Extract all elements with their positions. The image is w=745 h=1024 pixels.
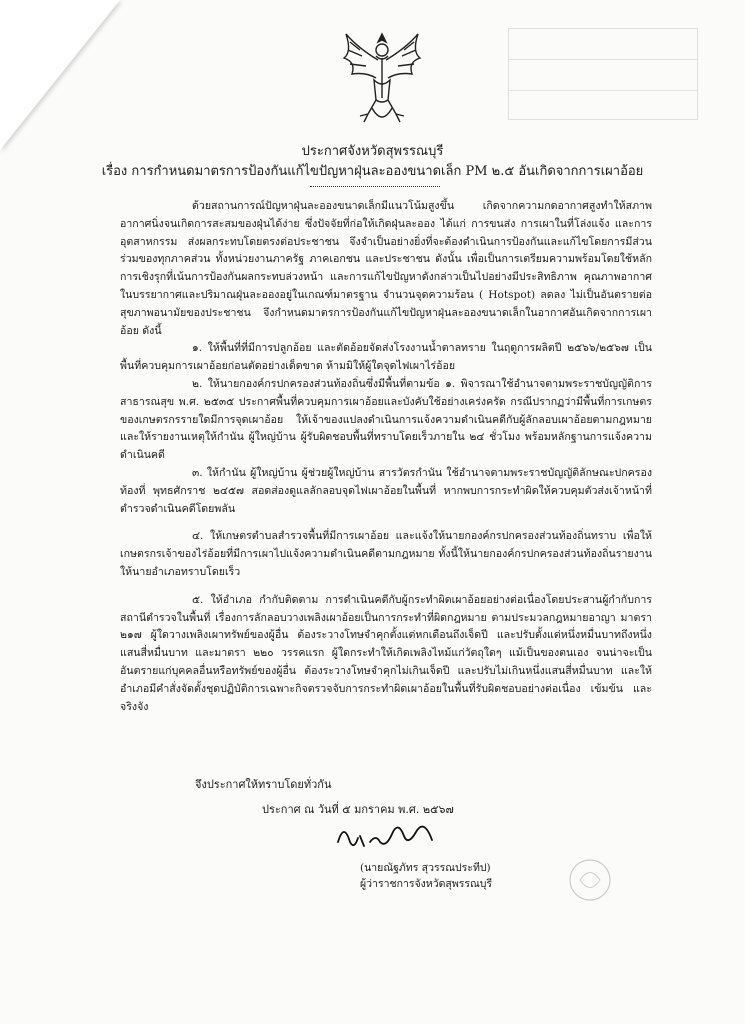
signer-title: ผู้ว่าราชการจังหวัดสุพรรณบุรี [360,878,493,890]
title-divider [310,186,440,187]
issuer-title: ประกาศจังหวัดสุพรรณบุรี [301,144,444,159]
measure-4: ๔. ให้เกษตรตำบลสำรวจพื้นที่มีการเผาอ้อย และแจ้งให้นายกองค์กรปกครองส่วนท้องถิ่นทราบ เพื่อให้เกษตรกรเจ้าของไร่อ้อยที่มีการเผาไปแจ้งความดำเนินคดีตามกฎหมาย ทั้งนี้ให้นายกองค์กรปกครองส่วนท้องถิ่นรายงานให้นายอำเภอทราบโดยเร็ว [120,530,652,578]
signer-name: (นายณัฐภัทร สุวรรณประทีป) [360,862,491,874]
folded-corner [0,0,120,150]
measure-5: ๕. ให้อำเภอ กำกับติดตาม การดำเนินคดีกับผู้กระทำผิดเผาอ้อยอย่างต่อเนื่องโดยประสานผู้กำกับการสถานีตำรวจในพื้นที่ เรื่องการลักลอบวางเพลิงเผาอ้อยเป็นการกระทำที่ผิดกฎหมาย ตามประมวลกฎหมายอาญา มาตรา ๒๑๗ ผู้ใดวางเพลิงเผาทรัพย์ของผู้อื่น ต้องระวางโทษจำคุกตั้งแต่หกเดือนถึงเจ็ดปี และปรับตั้งแต่หนึ่งหมื่นบาทถึงหนึ่งแสนสี่หมื่นบาท และมาตรา ๒๒๐ วรรคแรก ผู้ใดกระทำให้เกิดเพลิงไหม้แก่วัตถุใดๆ แม้เป็นของตนเอง จนน่าจะเป็นอันตรายแก่บุคคลอื่นหรือทรัพย์ของผู้อื่น ต้องระวางโทษจำคุกไม่เกินเจ็ดปี และปรับไม่เกินหนึ่งแสนสี่หมื่นบาท และให้อำเภอมีคำสั่งจัดตั้งชุดปฏิบัติการเฉพาะกิจตรวจจับการกระทำผิดเผาอ้อยในพื้นที่รับผิดชอบอย่างต่อเนื่อง เข้มข้น และจริงจัง [120,593,652,713]
intro-paragraph: ด้วยสถานการณ์ปัญหาฝุ่นละอองขนาดเล็กมีแนวโน้มสูงขึ้น เกิดจากความกดอากาศสูงทำให้สภาพอากาศนิ่งจนเกิดการสะสมของฝุ่นได้ง่าย ซึ่งปัจจัยที่ก่อให้เกิดฝุ่นละออง ได้แก่ การขนส่ง การเผาในที่โล่งแจ้ง และการอุตสาหกรรม ส่งผลกระทบโดยตรงต่อประชาชน จึงจำเป็นอย่างยิ่งที่จะต้องดำเนินการป้องกันและแก้ไขโดยการมีส่วนร่วมของทุกภาคส่วน ทั้งหน่วยงานภาครัฐ ภาคเอกชน และประชาชน ดังนั้น เพื่อเป็นการเตรียมความพร้อมโดยใช้หลักการเชิงรุกที่เน้นการป้องกันผลกระทบล่วงหน้า และการแก้ไขปัญหาดังกล่าวเป็นไปอย่างมีประสิทธิภาพ คุณภาพอากาศในบรรยากาศและปริมาณฝุ่นละอองอยู่ในเกณฑ์มาตรฐาน จำนวนจุดความร้อน ( Hotspot) ลดลง ไม่เป็นอันตรายต่อสุขภาพอนามัยของประชาชน จึงกำหนดมาตรการป้องกันแก้ไขปัญหาฝุ่นละอองขนาดเล็กในอากาศอันเกิดจากการเผาอ้อย ดังนี้ [120,200,652,337]
subject-line: เรื่อง การกำหนดมาตรการป้องกันแก้ไขปัญหาฝุ่นละอองขนาดเล็ก PM ๒.๕ อันเกิดจากการเผาอ้อย [101,164,644,179]
closing-notice: จึงประกาศให้ทราบโดยทั่วกัน [195,778,332,791]
measure-1: ๑. ให้พื้นที่ที่มีการปลูกอ้อย และตัดอ้อยจัดส่งโรงงานน้ำตาลทราย ในฤดูการผลิตปี ๒๕๖๖/๒๕๖๗ เป็นพื้นที่ควบคุมการเผาอ้อยก่อนตัดอย่างเด็ดขาด ห้ามมิให้ผู้ใดจุดไฟเผาไร่อ้อย [120,342,652,373]
measure-2: ๒. ให้นายกองค์กรปกครองส่วนท้องถิ่นซึ่งมีพื้นที่ตามข้อ ๑. พิจารณาใช้อำนาจตามพระราชบัญญัติการสาธารณสุข พ.ศ. ๒๕๓๕ ประกาศพื้นที่ควบคุมการเผาอ้อยและบังคับใช้อย่างเคร่งครัด กรณีปรากฏว่ามีพื้นที่การเกษตรของเกษตรกรรายใดมีการจุดเผาอ้อย ให้เจ้าของแปลงดำเนินการแจ้งความดำเนินคดีกับผู้ลักลอบเผาอ้อยตามกฎหมาย และให้รายงานเหตุให้กำนัน ผู้ใหญ่บ้าน ผู้รับผิดชอบพื้นที่ทราบโดยเร็วภายใน ๒๔ ชั่วโมง พร้อมหลักฐานการแจ้งความดำเนินคดี [120,377,652,462]
garuda-emblem-icon [338,28,426,128]
signer-block [360,860,492,892]
announcement-body [120,198,652,716]
issue-date: ประกาศ ณ วันที่ ๕ มกราคม พ.ศ. ๒๕๖๗ [262,803,454,816]
faded-office-seal [560,855,620,905]
faded-receipt-stamp [508,28,698,120]
handwritten-signature [330,812,440,857]
measure-3: ๓. ให้กำนัน ผู้ใหญ่บ้าน ผู้ช่วยผู้ใหญ่บ้าน สารวัตรกำนัน ใช้อำนาจตามพระราชบัญญัติลักษณะปกครองท้องที่ พุทธศักราช ๒๔๕๗ สอดส่องดูแลลักลอบจุดไฟเผาอ้อยในพื้นที่ หากพบการกระทำผิดให้ควบคุมตัวส่งเจ้าหน้าที่ตำรวจดำเนินคดีโดยพลัน [120,466,652,515]
